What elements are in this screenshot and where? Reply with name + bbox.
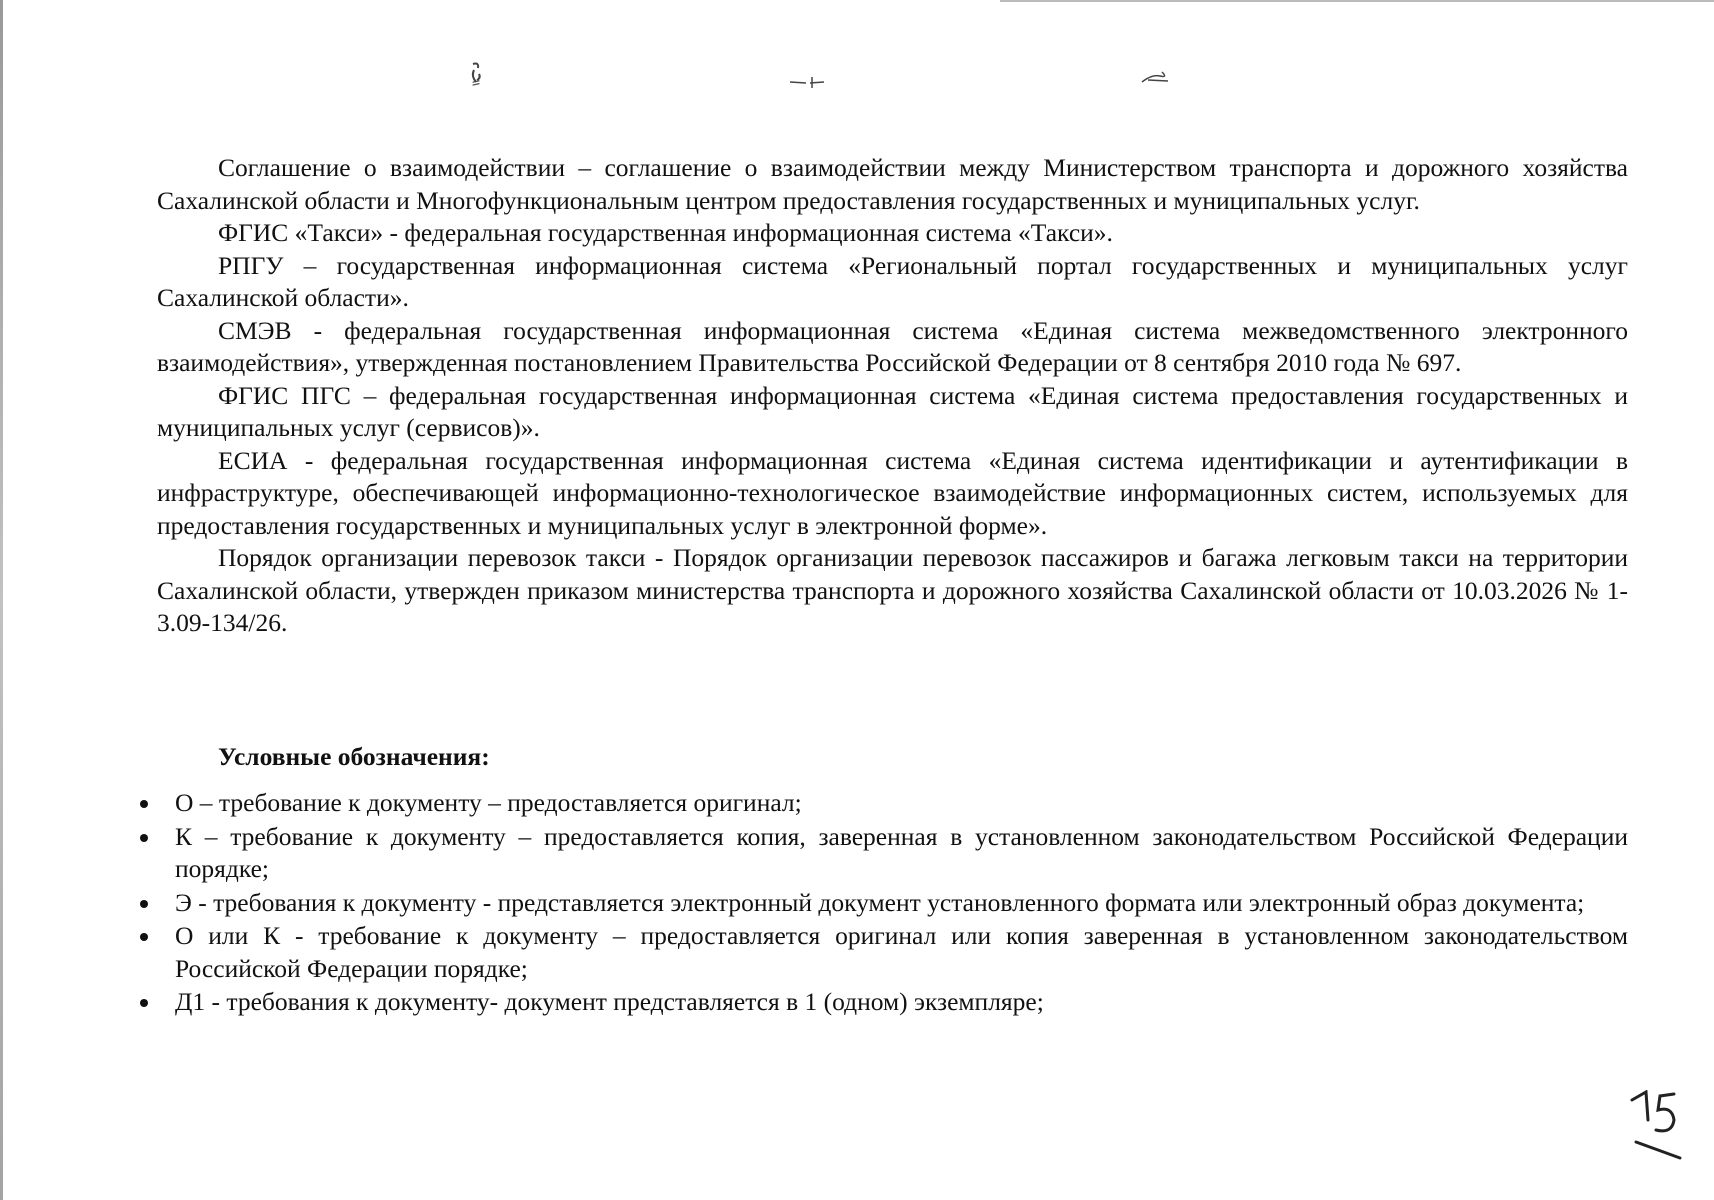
definition-paragraph: Порядок организации перевозок такси - Порядок организации перевозок пассажиров и багажа легковым такси на территории Сахалинской области, утвержден приказом министерства транспорта и дорожного хозяйства Сахалинской области от 10.03.2026 № 1-3.09-134/26. [157, 543, 1628, 637]
definition-paragraph: РПГУ – государственная информационная система «Региональный портал государственных и муниципальных услуг Сахалинской области». [157, 250, 1628, 312]
scan-artifact-icon [788, 74, 828, 90]
definitions-section [157, 152, 1628, 640]
definition-paragraph: ФГИС ПГС – федеральная государственная информационная система «Единая система предоставления государственных и муниципальных услуг (сервисов)». [157, 380, 1628, 442]
definition-paragraph: ФГИС «Такси» - федеральная государственная информационная система «Такси». [218, 218, 1113, 247]
legend-item-text: Э - требования к документу - представляется электронный документ установленного формата или электронный образ документа; [175, 887, 1585, 917]
legend-item-text: О или К - требование к документу – предоставляется оригинал или копия заверенная в установленном законодательством Российской Федерации порядке; [175, 921, 1628, 983]
bullet-icon [140, 900, 148, 908]
legend-item-text: Д1 - требования к документу- документ представляется в 1 (одном) экземпляре; [175, 987, 1044, 1016]
bullet-icon [140, 834, 148, 842]
definition-paragraph: ЕСИА - федеральная государственная информационная система «Единая система идентификации и аутентификации в инфраструктуре, обеспечивающей информационно-технологическое взаимодействие информационных систем, используемых для предоставления государственных и муниципальных услуг в электронной форме». [157, 445, 1628, 540]
legend-item-text: К – требование к документу – предоставляется копия, заверенная в установленном законодательством Российской Федерации порядке; [175, 821, 1628, 883]
legend-item [157, 920, 1628, 985]
legend-item [157, 986, 1628, 1019]
definition-paragraph: Соглашение о взаимодействии – соглашение о взаимодействии между Министерством транспорта и дорожного хозяйства Сахалинской области и Многофункциональным центром предоставления государственных и муниципальных услуг. [157, 153, 1628, 215]
definition-paragraph: СМЭВ - федеральная государственная информационная система «Единая система межведомственного электронного взаимодействия», утвержденная постановлением Правительства Российской Федерации от 8 сентября 2010 года № 697. [157, 315, 1628, 377]
bullet-icon [140, 999, 148, 1007]
legend-item [157, 787, 1628, 820]
legend-title: Условные обозначения: [218, 742, 490, 771]
bullet-icon [140, 800, 148, 808]
legend-item [157, 821, 1628, 886]
legend-item-text: О – требование к документу – предоставляется оригинал; [175, 788, 802, 817]
scan-top-edge [1000, 0, 1714, 2]
scan-artifact-icon [1138, 68, 1174, 88]
scan-left-edge [0, 0, 3, 1200]
legend-list [157, 787, 1628, 1020]
handwritten-page-number [1626, 1090, 1686, 1160]
legend-item [157, 887, 1628, 920]
scan-artifact-icon [465, 60, 495, 90]
bullet-icon [140, 933, 148, 941]
